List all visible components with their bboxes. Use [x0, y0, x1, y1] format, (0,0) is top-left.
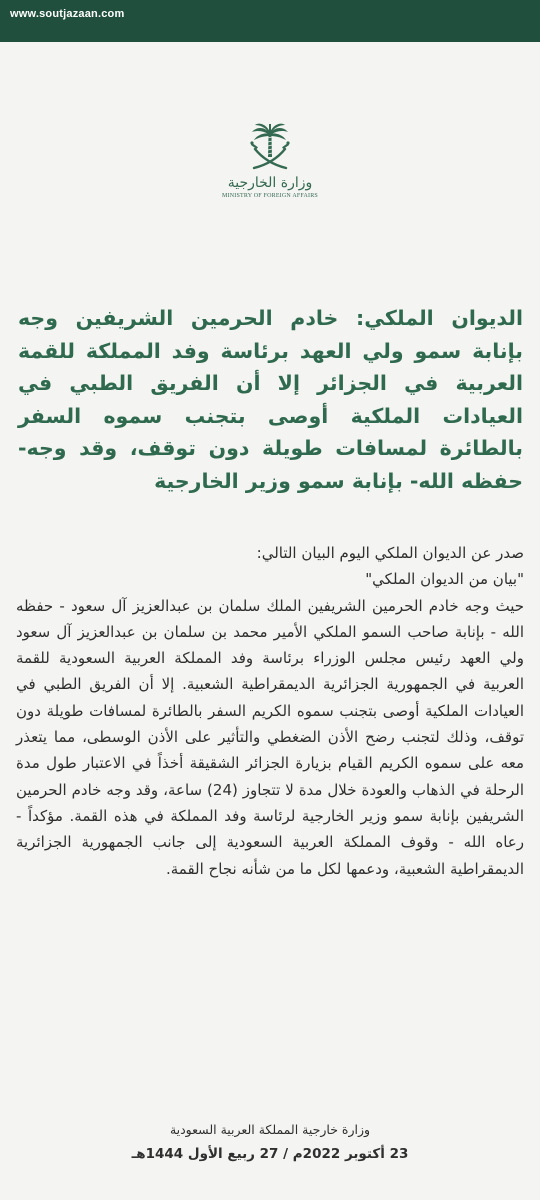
logo-arabic-name: وزارة الخارجية: [227, 175, 313, 191]
date-line: 23 أكتوبر 2022م / 27 ربيع الأول 1444هـ: [131, 1146, 409, 1162]
issuer-line: وزارة خارجية المملكة العربية السعودية: [169, 1122, 371, 1137]
statement-footer: [60, 1120, 480, 1165]
ministry-logo: [221, 123, 319, 223]
headline: الديوان الملكي: خادم الحرمين الشريفين وجه بإنابة سمو ولي العهد برئاسة وفد المملكة للقمة العربية في الجزائر إلا أن الفريق الطبي في العيادات الملكية أوصى بتجنب سموه السفر بالطائرة لمسافات طويلة دون توقف، وقد وجه- حفظه الله- بإنابة سمو وزير الخارجية: [18, 306, 523, 493]
site-url[interactable]: www.soutjazaan.com: [10, 8, 125, 20]
logo-english-name: MINISTRY OF FOREIGN AFFAIRS: [222, 193, 318, 199]
palm-and-swords-emblem-icon: [247, 123, 293, 175]
statement-title: "بيان من الديوان الملكي": [365, 570, 524, 589]
top-banner: [0, 0, 540, 42]
statement-body: [16, 540, 524, 882]
statement-intro: صدر عن الديوان الملكي اليوم البيان التالي:: [256, 544, 524, 562]
statement-paragraph: حيث وجه خادم الحرمين الشريفين الملك سلمان بن عبدالعزيز آل سعود - حفظه الله - بإنابة صاحب السمو الملكي الأمير محمد بن سلمان بن عبدالعزيز آل سعود ولي العهد رئيس مجلس الوزراء برئاسة وفد المملكة العربية السعودية للقمة العربية في الجمهورية الجزائرية الديمقراطية الشعبية. إلا أن الفريق الطبي في العيادات الملكية أوصى بتجنب سموه الكريم السفر بالطائرة لمسافات طويلة دون توقف، وذلك لتجنب رضح الأذن الضغطي والتأثير على الأذن الوسطى، مما يتعذر معه على سموه الكريم القيام بزيارة الجزائر الشقيقة أخذاً في الاعتبار طول مدة الرحلة في الذهاب والعودة خلال مدة لا تتجاوز (24) ساعة، وقد وجه خادم الحرمين الشريفين بإنابة سمو وزير الخارجية لرئاسة وفد المملكة في هذه القمة. مؤكداً - رعاه الله - وقوف المملكة العربية السعودية إلى جانب الجمهورية الجزائرية الديمقراطية الشعبية، ودعمها لكل ما من شأنه نجاح القمة.: [16, 596, 524, 878]
